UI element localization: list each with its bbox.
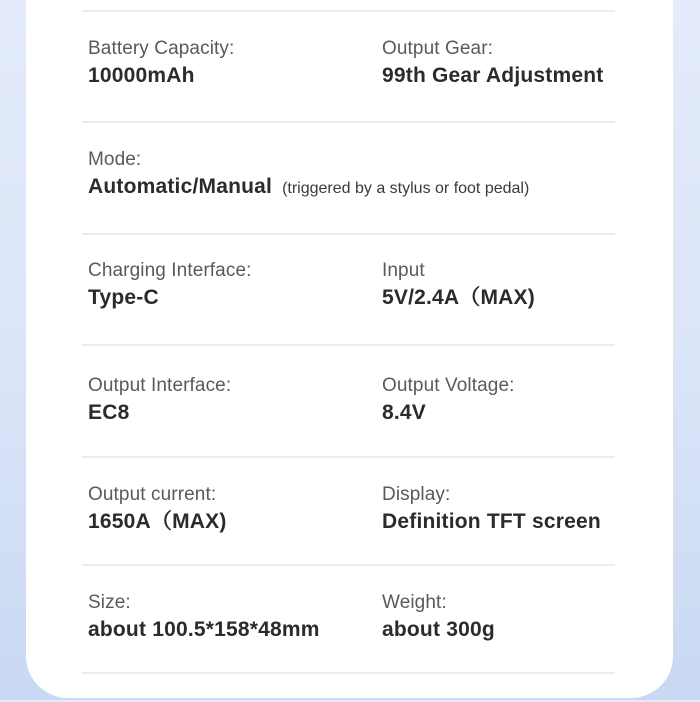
divider [82, 10, 615, 12]
divider [82, 233, 615, 235]
spec-row-charging-input [0, 259, 700, 370]
spec-label: Weight: [382, 592, 447, 613]
spec-value: 99th Gear Adjustment [382, 64, 604, 87]
spec-value: 10000mAh [88, 64, 195, 87]
spec-weight [382, 591, 495, 644]
spec-row-mode [0, 148, 700, 259]
spec-label: Mode: [88, 149, 142, 170]
spec-charging-interface [88, 259, 252, 312]
spec-label: Size: [88, 592, 131, 613]
spec-value: about 300g [382, 618, 495, 641]
divider [82, 344, 615, 346]
divider [82, 121, 615, 123]
spec-value-main: Automatic/Manual [88, 175, 273, 198]
spec-value-note: (triggered by a stylus or foot pedal) [282, 180, 530, 197]
spec-output-gear [382, 37, 603, 90]
spec-value: about 100.5*158*48mm [88, 618, 320, 641]
spec-row-battery-gear [0, 37, 700, 148]
spec-row-size-weight [0, 591, 700, 702]
divider [82, 456, 615, 458]
spec-output-voltage [382, 374, 515, 427]
spec-label: Battery Capacity: [88, 38, 235, 59]
spec-output-current [88, 483, 227, 536]
spec-value: Definition TFT screen [382, 510, 601, 533]
spec-value: Type-C [88, 286, 159, 309]
spec-label: Charging Interface: [88, 260, 252, 281]
spec-value: 8.4V [382, 401, 426, 424]
spec-value: 5V/2.4A（MAX) [382, 286, 535, 309]
spec-output-interface [88, 374, 231, 427]
spec-label: Output Voltage: [382, 375, 515, 396]
spec-size [88, 591, 320, 644]
spec-label: Output Gear: [382, 38, 494, 59]
spec-display [382, 483, 601, 536]
spec-value: 1650A（MAX) [88, 510, 227, 533]
spec-label: Output Interface: [88, 375, 232, 396]
spec-value [88, 173, 529, 203]
spec-row-output-interface-voltage [0, 374, 700, 485]
spec-value: EC8 [88, 401, 130, 424]
spec-mode [88, 148, 529, 203]
spec-label: Input [382, 260, 425, 281]
divider [82, 672, 615, 674]
divider [82, 564, 615, 566]
spec-battery-capacity [88, 37, 234, 90]
spec-row-current-display [0, 483, 700, 594]
spec-label: Output current: [88, 484, 217, 505]
spec-input [382, 259, 535, 312]
spec-label: Display: [382, 484, 451, 505]
